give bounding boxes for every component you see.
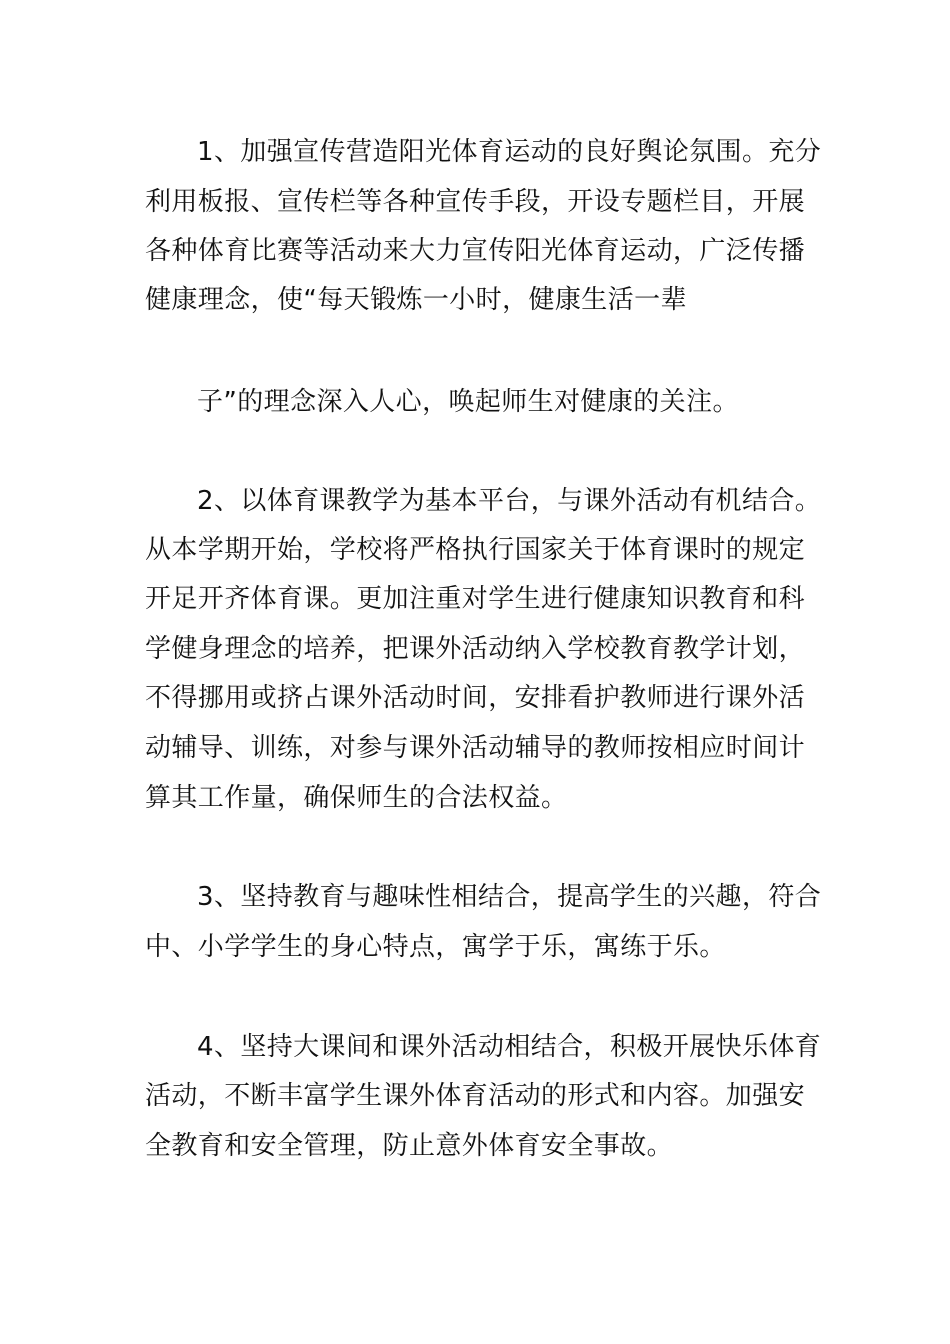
- paragraph-1-line-4: 健康理念，使“每天锻炼一小时，健康生活一辈: [145, 285, 687, 315]
- paragraph-2-line-2: 从本学期开始，学校将严格执行国家关于体育课时的规定: [145, 535, 806, 565]
- paragraph-4-line-1: 4、坚持大课间和课外活动相结合，积极开展快乐体育: [197, 1032, 822, 1062]
- paragraph-2-line-3: 开足开齐体育课。更加注重对学生进行健康知识教育和科: [145, 584, 806, 614]
- paragraph-3-line-1: 3、坚持教育与趣味性相结合，提高学生的兴趣，符合: [197, 882, 822, 912]
- paragraph-2-line-1: 2、以体育课教学为基本平台，与课外活动有机结合。: [197, 486, 822, 516]
- paragraph-3-line-2: 中、小学学生的身心特点，寓学于乐，寓练于乐。: [145, 932, 726, 962]
- paragraph-2-line-7: 算其工作量，确保师生的合法权益。: [145, 783, 568, 813]
- paragraph-1-line-5: 子”的理念深入人心，唤起师生对健康的关注。: [197, 387, 739, 417]
- paragraph-1-line-3: 各种体育比赛等活动来大力宣传阳光体育运动，广泛传播: [145, 236, 806, 266]
- paragraph-4-line-3: 全教育和安全管理，防止意外体育安全事故。: [145, 1131, 674, 1161]
- paragraph-1-line-2: 利用板报、宣传栏等各种宣传手段，开设专题栏目，开展: [145, 187, 806, 217]
- paragraph-1-line-1: 1、加强宣传营造阳光体育运动的良好舆论氛围。充分: [197, 137, 822, 167]
- paragraph-2-line-4: 学健身理念的培养，把课外活动纳入学校教育教学计划，: [145, 634, 806, 664]
- paragraph-2-line-6: 动辅导、训练，对参与课外活动辅导的教师按相应时间计: [145, 733, 806, 763]
- paragraph-4-line-2: 活动，不断丰富学生课外体育活动的形式和内容。加强安: [145, 1081, 806, 1111]
- paragraph-2-line-5: 不得挪用或挤占课外活动时间，安排看护教师进行课外活: [145, 683, 806, 713]
